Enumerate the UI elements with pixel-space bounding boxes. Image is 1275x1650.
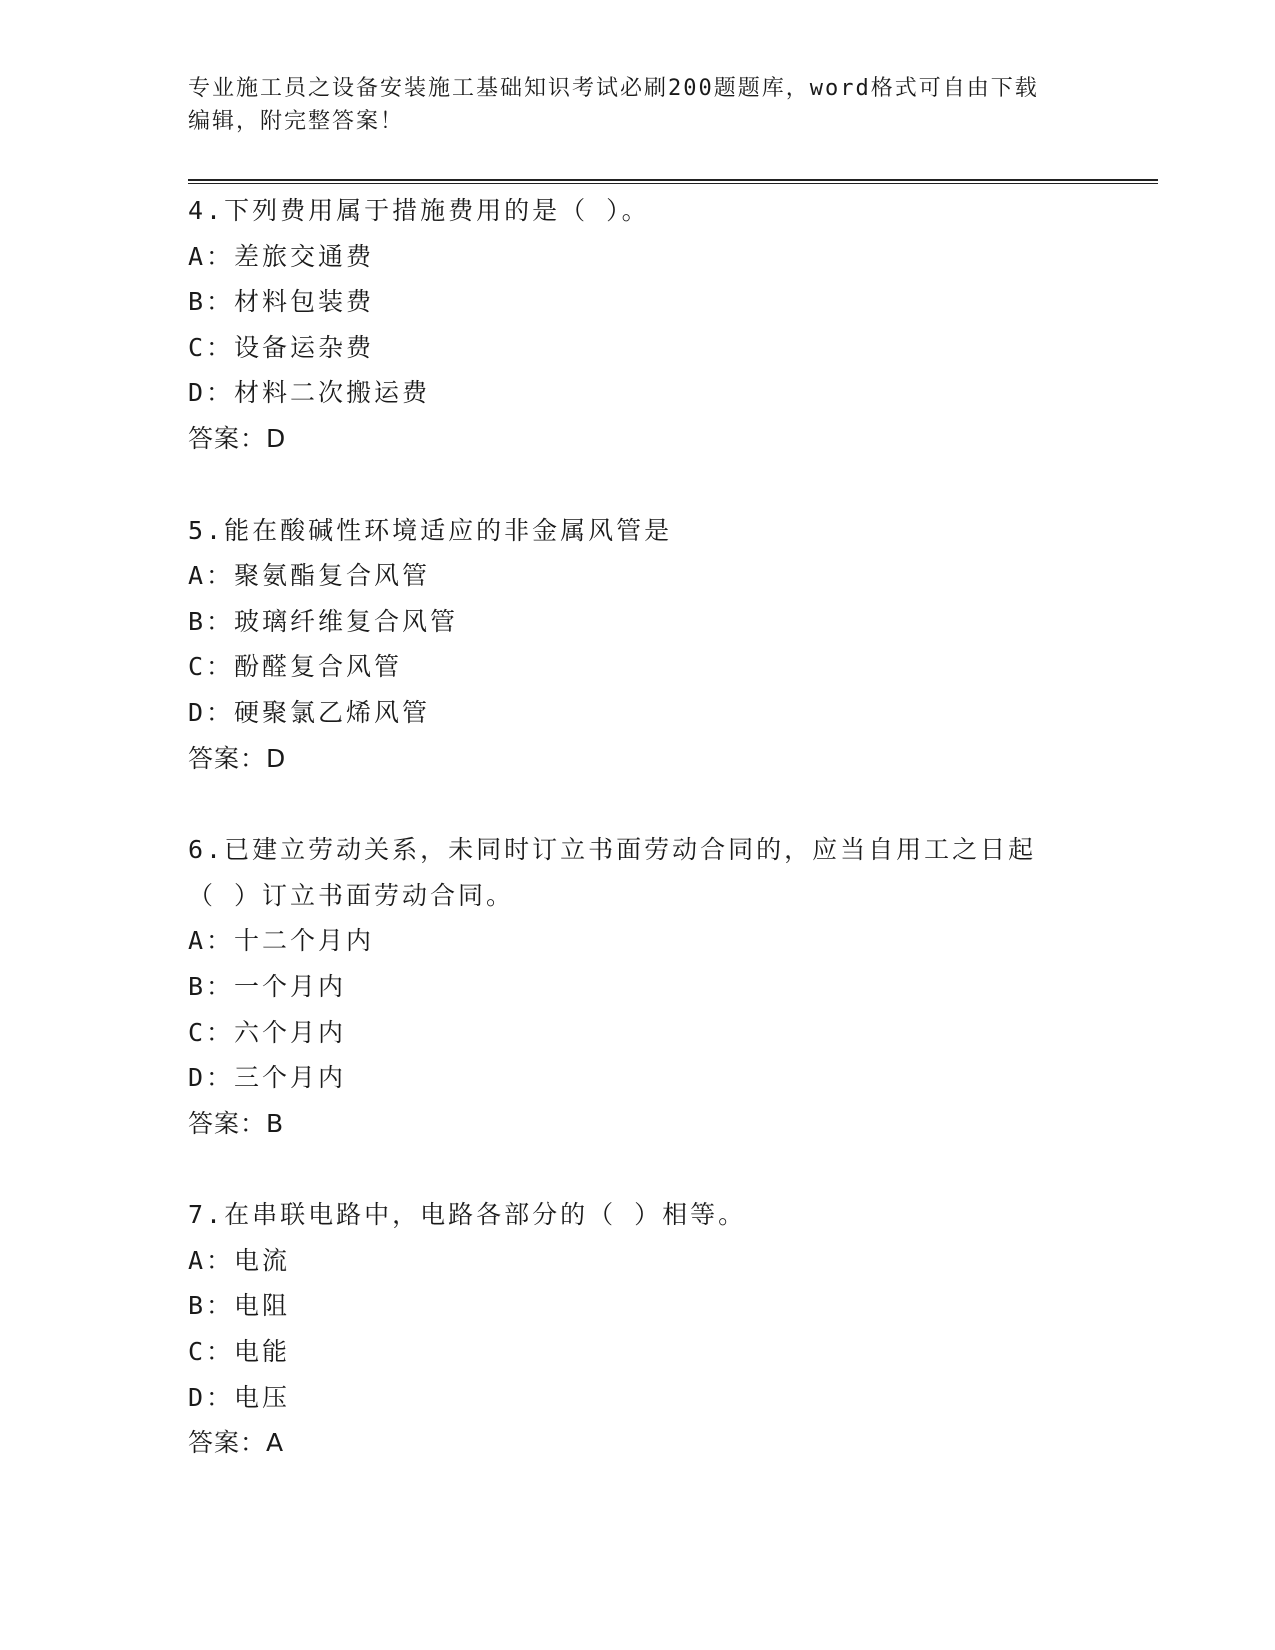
option-b: B：电阻 bbox=[188, 1291, 291, 1321]
header-divider-thick bbox=[188, 179, 1158, 181]
option-b: B：一个月内 bbox=[188, 971, 347, 1001]
header-line-1: 专业施工员之设备安装施工基础知识考试必刷200题题库，word格式可自由下载 bbox=[188, 76, 1039, 101]
answer: 答案：A bbox=[188, 1428, 285, 1458]
option-d: D：三个月内 bbox=[188, 1063, 347, 1093]
option-a: A：十二个月内 bbox=[188, 926, 375, 956]
option-c: C：电能 bbox=[188, 1337, 291, 1367]
header-line-2: 编辑，附完整答案！ bbox=[188, 109, 405, 134]
question-list bbox=[188, 188, 1088, 1512]
option-a: A：电流 bbox=[188, 1245, 291, 1275]
question-text: 4.下列费用属于措施费用的是（ ）。 bbox=[188, 196, 650, 225]
option-b: B：玻璃纤维复合风管 bbox=[188, 606, 459, 636]
option-c: C：六个月内 bbox=[188, 1017, 347, 1047]
answer: 答案：D bbox=[188, 743, 287, 773]
option-b: B：材料包装费 bbox=[188, 287, 375, 317]
question-text-continued: （ ）订立书面劳动合同。 bbox=[188, 880, 515, 910]
option-d: D：硬聚氯乙烯风管 bbox=[188, 697, 431, 727]
option-c: C：酚醛复合风管 bbox=[188, 652, 403, 682]
option-c: C：设备运杂费 bbox=[188, 332, 375, 362]
question-5 bbox=[188, 508, 1088, 782]
option-d: D：材料二次搬运费 bbox=[188, 378, 431, 408]
answer: 答案：D bbox=[188, 423, 287, 453]
header-divider-thin bbox=[188, 183, 1158, 184]
question-text: 6.已建立劳动关系，未同时订立书面劳动合同的，应当自用工之日起 bbox=[188, 835, 1037, 865]
question-text: 7.在串联电路中，电路各部分的（ ）相等。 bbox=[188, 1200, 747, 1230]
question-text: 5.能在酸碱性环境适应的非金属风管是 bbox=[188, 515, 673, 545]
option-a: A：聚氨酯复合风管 bbox=[188, 561, 431, 591]
question-4 bbox=[188, 188, 1088, 462]
question-7 bbox=[188, 1192, 1088, 1466]
answer: 答案：B bbox=[188, 1108, 285, 1138]
option-d: D：电压 bbox=[188, 1382, 291, 1412]
question-6 bbox=[188, 827, 1088, 1146]
option-a: A：差旅交通费 bbox=[188, 241, 375, 271]
document-header bbox=[188, 72, 1088, 138]
